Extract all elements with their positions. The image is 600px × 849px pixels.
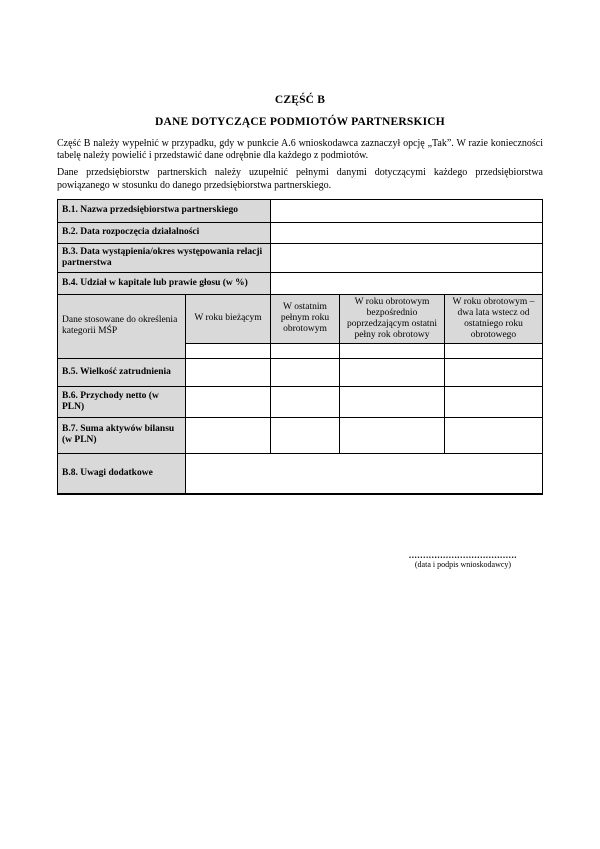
signature-dotted-line: ...................................... [408, 549, 518, 560]
col-header-preceding-year: W roku obrotowym bezpośrednio poprzedzającym ostatni pełny rok obrotowy [340, 294, 445, 343]
page-subtitle: DANE DOTYCZĄCE PODMIOTÓW PARTNERSKICH [155, 116, 445, 128]
year-cell-1 [186, 343, 271, 358]
b6-value-4 [445, 386, 543, 417]
table-row-b4 [58, 272, 543, 294]
document-content [57, 0, 543, 570]
signature-caption: (data i podpis wnioskodawcy) [414, 559, 512, 569]
field-value-b4 [271, 272, 543, 294]
year-cell-3 [340, 343, 445, 358]
field-label-b6: B.6. Przychody netto (w PLN) [58, 386, 186, 417]
b7-value-1 [186, 417, 271, 453]
table-row-b2 [58, 222, 543, 243]
col-header-two-years-back: W roku obrotowym – dwa lata wstecz od ostatniego roku obrotowego [445, 294, 543, 343]
b7-value-3 [340, 417, 445, 453]
col-header-last-full-year: W ostatnim pełnym roku obrotowym [271, 294, 340, 343]
field-label-b4: B.4. Udział w kapitale lub prawie głosu (w %) [58, 272, 271, 294]
field-value-b8 [186, 453, 543, 494]
field-label-b8: B.8. Uwagi dodatkowe [58, 453, 186, 494]
b6-value-1 [186, 386, 271, 417]
field-label-b2: B.2. Data rozpoczęcia działalności [58, 222, 271, 243]
b5-value-3 [340, 358, 445, 386]
field-value-b1 [271, 199, 543, 222]
msp-category-label: Dane stosowane do określenia kategorii MŚP [58, 294, 186, 358]
table-row-b8 [58, 453, 543, 494]
b6-value-3 [340, 386, 445, 417]
matrix-header-row [58, 294, 543, 343]
field-label-b1: B.1. Nazwa przedsiębiorstwa partnerskiego [58, 199, 271, 222]
col-header-current-year: W roku bieżącym [186, 294, 271, 343]
b7-value-4 [445, 417, 543, 453]
b5-value-2 [271, 358, 340, 386]
field-value-b2 [271, 222, 543, 243]
table-row-b1 [58, 199, 543, 222]
table-row-b3 [58, 243, 543, 272]
year-cell-2 [271, 343, 340, 358]
table-row-b6 [58, 386, 543, 417]
field-value-b3 [271, 243, 543, 272]
page-title: CZĘŚĆ B [274, 94, 326, 106]
table-row-b7 [58, 417, 543, 453]
intro-paragraph-1: Część B należy wypełnić w przypadku, gdy w punkcie A.6 wnioskodawca zaznaczył opcję „Tak”. W razie konieczności tabelę należy powielić i przedstawić dane odrębnie dla każdego z podmiotów. [57, 138, 543, 162]
b5-value-4 [445, 358, 543, 386]
table-row-b5 [58, 358, 543, 386]
year-cell-4 [445, 343, 543, 358]
signature-block [396, 551, 530, 570]
b7-value-2 [271, 417, 340, 453]
b6-value-2 [271, 386, 340, 417]
field-label-b7: B.7. Suma aktywów bilansu (w PLN) [58, 417, 186, 453]
partner-data-table [57, 199, 543, 495]
field-label-b3: B.3. Data wystąpienia/okres występowania relacji partnerstwa [58, 243, 271, 272]
b5-value-1 [186, 358, 271, 386]
intro-paragraph-2: Dane przedsiębiorstw partnerskich należy uzupełnić pełnymi danymi dotyczącymi każdego przedsiębiorstwa powiązanego w stosunku do danego przedsiębiorstwa partnerskiego. [57, 167, 543, 191]
field-label-b5: B.5. Wielkość zatrudnienia [58, 358, 186, 386]
